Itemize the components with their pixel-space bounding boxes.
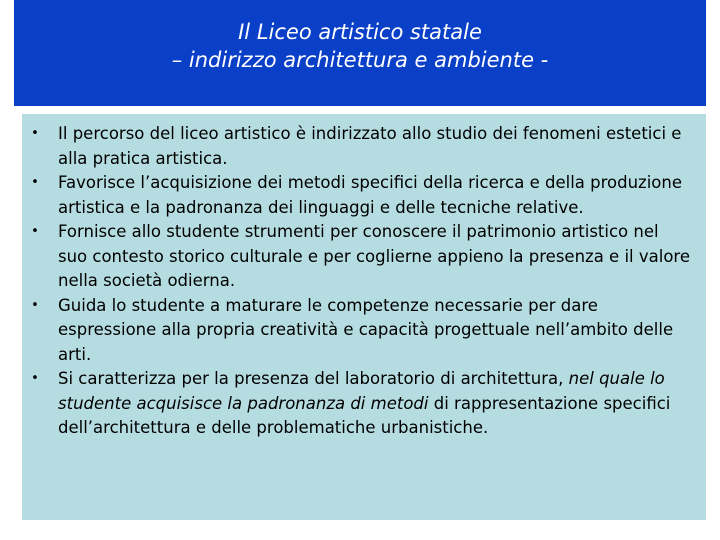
slide-content-box: [22, 114, 706, 520]
bullet-icon: •: [31, 297, 39, 313]
bullet-icon: •: [31, 126, 39, 141]
bullet-text: Il percorso del liceo artistico è indirizzato allo studio dei fenomeni estetici e alla pratica artistica.: [58, 124, 682, 168]
bullet-item-1: [28, 122, 692, 171]
bullet-text: Favorisce l’acquisizione dei metodi specifici della ricerca e della produzione artistica e la padronanza dei linguaggi e delle tecniche relative.: [58, 173, 683, 217]
bullet-item-2: [28, 171, 692, 220]
bullet-icon: •: [31, 371, 39, 386]
bullet-list: [28, 122, 692, 441]
bullet-text-start: Si caratterizza per la presenza del laboratorio di architettura,: [58, 369, 569, 388]
bullet-icon: •: [31, 224, 39, 239]
bullet-icon: •: [31, 175, 39, 190]
slide-title-band: [14, 0, 706, 106]
bullet-item-4: [28, 294, 692, 368]
bullet-text-italic: nel quale lo studente acquisisce la padronanza di metodi: [58, 369, 665, 413]
slide-title-line-2: – indirizzo architettura e ambiente -: [171, 48, 549, 72]
bullet-text-end: di rappresentazione specifici dell’architettura e delle problematiche urbanistiche.: [58, 393, 671, 437]
bullet-item-3: [28, 220, 692, 294]
slide-title-line-1: Il Liceo artistico statale: [238, 20, 482, 44]
bullet-text: Fornisce allo studente strumenti per conoscere il patrimonio artistico nel suo contesto storico culturale e per coglierne appieno la presenza e il valore nella società odierna.: [58, 222, 690, 290]
bullet-item-5: [28, 367, 692, 441]
bullet-text: Guida lo studente a maturare le competenze necessarie per dare espressione alla propria creatività e capacità progettuale nell’ambito delle arti.: [58, 295, 674, 364]
